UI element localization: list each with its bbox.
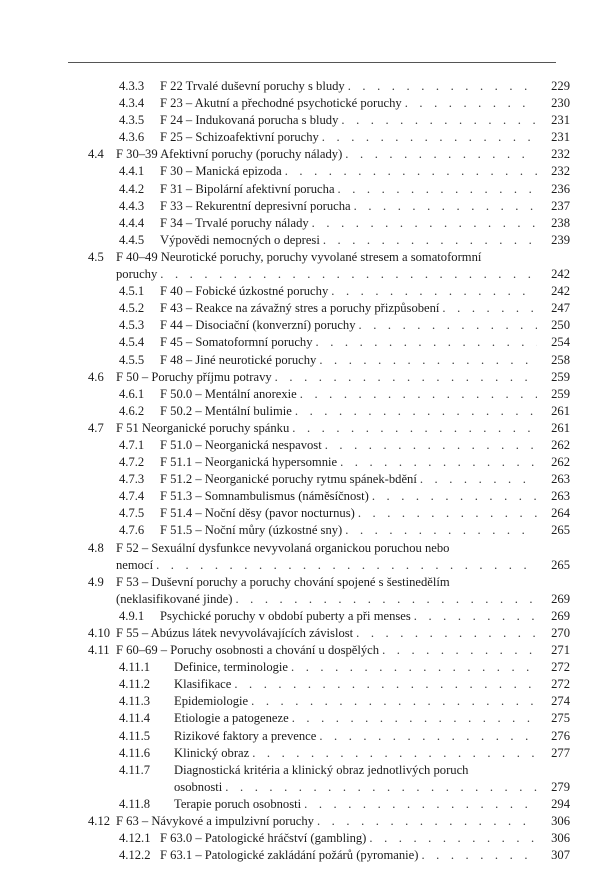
toc-entry-line (160, 488, 570, 505)
toc-entry (0, 830, 600, 847)
dot-leader (292, 710, 537, 727)
toc-entry-title: F 25 – Schizoafektivní poruchy (160, 129, 322, 146)
toc-entry-page: 254 (551, 335, 570, 350)
toc-entry (0, 745, 600, 762)
toc-entry-line (160, 283, 570, 300)
toc-entry (0, 198, 600, 215)
toc-entry-page: 265 (551, 523, 570, 538)
toc-entry-line (160, 317, 570, 334)
dot-leader (316, 334, 537, 351)
toc-entry-title: Výpovědi nemocných o depresi (160, 232, 323, 249)
toc-entry-title: F 51.0 – Neorganická nespavost (160, 437, 325, 454)
toc-entry-title: F 23 – Akutní a přechodné psychotické poruchy (160, 95, 405, 112)
toc-entry-page: 242 (551, 267, 570, 282)
toc-entry-number: 4.12 (88, 814, 111, 829)
toc-entry-line (174, 762, 570, 779)
toc-entry-line (160, 232, 570, 249)
toc-entry (0, 659, 600, 676)
table-of-contents (0, 78, 600, 864)
toc-entry-title: F 51.1 – Neorganická hypersomnie (160, 454, 340, 471)
toc-entry (0, 181, 600, 198)
dot-leader (304, 796, 537, 813)
toc-entry-page: 262 (551, 437, 570, 452)
toc-entry-title: Etiologie a patogeneze (174, 710, 292, 727)
toc-entry-line (160, 163, 570, 180)
toc-entry-page: 250 (551, 318, 570, 333)
toc-entry-title: F 51.5 – Noční můry (úzkostné sny) (160, 522, 345, 539)
toc-entry-number: 4.6.2 (119, 403, 145, 418)
toc-entry-line (116, 249, 570, 266)
toc-entry-page: 263 (551, 472, 570, 487)
toc-entry-title: Psychické poruchy v období puberty a při menses (160, 608, 414, 625)
dot-leader (331, 283, 537, 300)
dot-leader (405, 95, 537, 112)
dot-leader (275, 369, 537, 386)
toc-entry (0, 625, 600, 642)
toc-entry-page: 263 (551, 489, 570, 504)
toc-entry-page: 229 (551, 79, 570, 93)
toc-entry (0, 710, 600, 727)
toc-entry (0, 608, 600, 625)
toc-entry-line (116, 813, 570, 830)
dot-leader (414, 608, 537, 625)
toc-entry (0, 488, 600, 505)
toc-entry-page: 261 (551, 420, 570, 435)
toc-entry-page: 272 (551, 660, 570, 675)
toc-entry-title: F 24 – Indukovaná porucha s bludy (160, 112, 341, 129)
toc-entry-title: (neklasifikované jinde) (116, 591, 235, 608)
toc-entry-title: Definice, terminologie (174, 659, 291, 676)
dot-leader (359, 317, 537, 334)
toc-entry-page: 238 (551, 215, 570, 230)
toc-entry-number: 4.7.4 (119, 489, 145, 504)
toc-entry-page: 231 (551, 130, 570, 145)
toc-entry (0, 78, 600, 95)
dot-leader (323, 232, 537, 249)
toc-entry-title: F 50.0 – Mentální anorexie (160, 386, 300, 403)
toc-entry-title: F 40 – Fobické úzkostné poruchy (160, 283, 331, 300)
toc-entry-page: 279 (551, 779, 570, 794)
toc-entry-line (174, 728, 570, 745)
dot-leader (369, 830, 537, 847)
toc-entry (0, 249, 600, 266)
toc-entry-page: 258 (551, 352, 570, 367)
toc-entry-page: 237 (551, 198, 570, 213)
toc-entry-page: 307 (551, 848, 570, 863)
toc-entry-page: 274 (551, 694, 570, 709)
dot-leader (251, 693, 537, 710)
toc-entry (0, 437, 600, 454)
toc-entry-line (160, 129, 570, 146)
dot-leader (372, 488, 537, 505)
toc-entry-title: F 40–49 Neurotické poruchy, poruchy vyvolané stresem a somatoformní (116, 249, 484, 266)
toc-entry-number: 4.4.4 (119, 215, 145, 230)
toc-entry-title: F 33 – Rekurentní depresivní porucha (160, 198, 354, 215)
toc-entry-page: 259 (551, 369, 570, 384)
dot-leader (345, 522, 537, 539)
toc-entry-page: 294 (551, 796, 570, 811)
toc-entry-title: Rizikové faktory a prevence (174, 728, 319, 745)
toc-entry-page: 247 (551, 301, 570, 316)
toc-entry (0, 522, 600, 539)
toc-entry (0, 369, 600, 386)
toc-entry (0, 540, 600, 557)
toc-entry-number: 4.5.3 (119, 318, 145, 333)
toc-entry-title: F 50 – Poruchy příjmu potravy (116, 369, 275, 386)
toc-entry-title: Klasifikace (174, 676, 234, 693)
toc-entry-title: Terapie poruch osobnosti (174, 796, 304, 813)
toc-entry-line (174, 676, 570, 693)
toc-entry-page: 306 (551, 831, 570, 846)
toc-entry-number: 4.4.1 (119, 164, 145, 179)
toc-entry-line (116, 557, 570, 574)
toc-entry-line (116, 369, 570, 386)
toc-entry-line (116, 642, 570, 659)
dot-leader (252, 745, 537, 762)
toc-entry-number: 4.7.6 (119, 523, 145, 538)
toc-entry-title: Diagnostická kritéria a klinický obraz jednotlivých poruch (174, 762, 471, 779)
toc-entry-title: F 60–69 – Poruchy osobnosti a chování u dospělých (116, 642, 382, 659)
toc-entry (0, 454, 600, 471)
toc-entry-title: F 52 – Sexuální dysfunkce nevyvolaná organickou poruchou nebo (116, 540, 452, 557)
toc-entry (0, 574, 600, 591)
toc-entry-number: 4.11.1 (119, 660, 151, 675)
toc-entry-number: 4.12.1 (119, 831, 151, 846)
toc-entry-line (174, 779, 570, 796)
toc-entry-line (160, 300, 570, 317)
toc-entry-number: 4.3.5 (119, 113, 145, 128)
toc-entry (0, 557, 600, 574)
dot-leader (235, 591, 537, 608)
toc-entry (0, 215, 600, 232)
dot-leader (319, 728, 537, 745)
toc-entry-line (116, 591, 570, 608)
toc-entry-title: F 43 – Reakce na závažný stres a poruchy přizpůsobení (160, 300, 442, 317)
dot-leader (340, 454, 537, 471)
toc-entry (0, 779, 600, 796)
toc-entry-number: 4.10 (88, 626, 111, 640)
toc-entry-number: 4.9 (88, 574, 104, 589)
toc-entry-number: 4.7.2 (119, 455, 145, 470)
toc-entry-title: osobnosti (174, 779, 225, 796)
dot-leader (300, 386, 537, 403)
dot-leader (348, 78, 537, 95)
toc-entry-page: 277 (551, 745, 570, 760)
toc-entry-page: 262 (551, 455, 570, 470)
toc-entry-number: 4.3.4 (119, 96, 145, 111)
toc-entry-title: F 30–39 Afektivní poruchy (poruchy nálady) (116, 146, 345, 163)
toc-entry-number: 4.7.5 (119, 506, 145, 521)
toc-entry-page: 264 (551, 506, 570, 521)
toc-entry (0, 728, 600, 745)
toc-entry (0, 334, 600, 351)
toc-entry-number: 4.11.4 (119, 711, 151, 726)
toc-entry-title: F 63 – Návykové a impulzivní poruchy (116, 813, 317, 830)
toc-entry-number: 4.7 (88, 420, 104, 435)
dot-leader (325, 437, 537, 454)
dot-leader (341, 112, 537, 129)
toc-entry-number: 4.5 (88, 249, 104, 264)
toc-entry-title: F 51 Neorganické poruchy spánku (116, 420, 292, 437)
dot-leader (421, 847, 537, 864)
toc-entry-page: 306 (551, 814, 570, 829)
dot-leader (295, 403, 537, 420)
toc-entry-title: F 50.2 – Mentální bulimie (160, 403, 295, 420)
toc-entry-page: 232 (551, 164, 570, 179)
dot-leader (312, 215, 537, 232)
toc-entry-line (160, 847, 570, 864)
toc-entry-number: 4.11.2 (119, 677, 151, 692)
header-rule (68, 62, 556, 63)
dot-leader (160, 266, 537, 283)
toc-entry-number: 4.12.2 (119, 848, 151, 863)
toc-entry-line (160, 352, 570, 369)
toc-entry-title: F 48 – Jiné neurotické poruchy (160, 352, 319, 369)
dot-leader (345, 146, 537, 163)
toc-entry-title: F 63.1 – Patologické zakládání požárů (pyromanie) (160, 847, 421, 864)
toc-entry-line (160, 471, 570, 488)
toc-entry-number: 4.7.1 (119, 437, 145, 452)
toc-entry-number: 4.4 (88, 147, 104, 162)
toc-entry-title: F 63.0 – Patologické hráčství (gambling) (160, 830, 369, 847)
toc-entry-line (160, 454, 570, 471)
toc-entry-number: 4.3.3 (119, 79, 145, 93)
toc-entry-title: F 34 – Trvalé poruchy nálady (160, 215, 312, 232)
toc-entry (0, 642, 600, 659)
toc-entry (0, 95, 600, 112)
toc-entry (0, 163, 600, 180)
toc-entry-page: 230 (551, 96, 570, 111)
dot-leader (156, 557, 537, 574)
toc-entry-number: 4.8 (88, 540, 104, 555)
toc-entry-title: F 45 – Somatoformní poruchy (160, 334, 316, 351)
toc-entry-line (160, 112, 570, 129)
toc-entry (0, 352, 600, 369)
toc-entry-line (116, 420, 570, 437)
toc-entry (0, 693, 600, 710)
toc-entry-page: 275 (551, 711, 570, 726)
toc-entry (0, 591, 600, 608)
toc-entry (0, 762, 600, 779)
toc-entry-line (116, 540, 570, 557)
toc-entry-line (160, 215, 570, 232)
toc-entry-page: 239 (551, 232, 570, 247)
toc-entry-title: F 51.4 – Noční děsy (pavor nocturnus) (160, 505, 358, 522)
toc-entry (0, 283, 600, 300)
toc-entry-page: 270 (551, 626, 570, 640)
toc-entry (0, 266, 600, 283)
toc-entry-number: 4.3.6 (119, 130, 145, 145)
toc-entry-number: 4.11.5 (119, 728, 151, 743)
toc-entry-page: 242 (551, 284, 570, 299)
toc-entry-line (160, 522, 570, 539)
toc-entry-line (160, 830, 570, 847)
toc-entry-line (160, 181, 570, 198)
toc-entry-line (160, 386, 570, 403)
dot-leader (225, 779, 537, 796)
toc-entry-number: 4.5.2 (119, 301, 145, 316)
dot-leader (322, 129, 537, 146)
toc-entry-page: 231 (551, 113, 570, 128)
toc-entry-number: 4.11.3 (119, 694, 151, 709)
toc-entry-title: F 51.2 – Neorganické poruchy rytmu spánek-bdění (160, 471, 420, 488)
toc-entry-page: 276 (551, 728, 570, 743)
toc-entry (0, 112, 600, 129)
toc-entry-line (116, 625, 570, 642)
toc-entry (0, 300, 600, 317)
dot-leader (338, 181, 537, 198)
toc-entry-line (174, 693, 570, 710)
toc-entry-line (160, 334, 570, 351)
toc-entry-line (174, 710, 570, 727)
toc-entry-line (160, 78, 570, 95)
toc-entry-line (174, 745, 570, 762)
toc-entry (0, 505, 600, 522)
toc-entry-line (160, 403, 570, 420)
toc-entry (0, 232, 600, 249)
toc-entry (0, 676, 600, 693)
toc-entry (0, 386, 600, 403)
toc-entry (0, 471, 600, 488)
dot-leader (356, 625, 537, 642)
toc-entry-number: 4.11.7 (119, 762, 151, 777)
toc-entry-page: 269 (551, 608, 570, 623)
dot-leader (285, 163, 537, 180)
toc-entry-line (160, 198, 570, 215)
toc-entry-title: F 31 – Bipolární afektivní porucha (160, 181, 338, 198)
toc-entry (0, 847, 600, 864)
dot-leader (234, 676, 537, 693)
toc-entry-number: 4.4.3 (119, 198, 145, 213)
toc-entry-number: 4.5.4 (119, 335, 145, 350)
toc-entry-number: 4.4.5 (119, 232, 145, 247)
dot-leader (420, 471, 537, 488)
toc-entry-number: 4.6.1 (119, 386, 145, 401)
toc-entry-page: 236 (551, 181, 570, 196)
toc-entry (0, 146, 600, 163)
toc-entry-number: 4.6 (88, 369, 104, 384)
toc-entry-line (116, 574, 570, 591)
toc-entry-page: 261 (551, 403, 570, 418)
toc-entry-page: 271 (551, 643, 570, 658)
toc-entry-number: 4.11 (88, 643, 110, 658)
toc-entry-line (116, 146, 570, 163)
toc-entry-title: F 22 Trvalé duševní poruchy s bludy (160, 78, 348, 95)
dot-leader (317, 813, 537, 830)
toc-entry-page: 259 (551, 386, 570, 401)
toc-entry-number: 4.5.1 (119, 284, 145, 299)
toc-entry-page: 265 (551, 557, 570, 572)
toc-entry-number: 4.4.2 (119, 181, 145, 196)
toc-entry-line (160, 505, 570, 522)
toc-entry-line (116, 266, 570, 283)
toc-entry-title: F 30 – Manická epizoda (160, 163, 285, 180)
toc-entry-page: 232 (551, 147, 570, 162)
toc-entry-title: F 55 – Abúzus látek nevyvolávajících závislost (116, 625, 356, 642)
toc-entry-title: Klinický obraz (174, 745, 252, 762)
toc-entry-title: F 44 – Disociační (konverzní) poruchy (160, 317, 359, 334)
toc-entry-title: F 51.3 – Somnambulismus (náměsíčnost) (160, 488, 372, 505)
toc-entry-number: 4.7.3 (119, 472, 145, 487)
toc-entry-title: poruchy (116, 266, 160, 283)
dot-leader (354, 198, 537, 215)
toc-entry-line (160, 95, 570, 112)
toc-entry-line (160, 608, 570, 625)
toc-entry (0, 403, 600, 420)
toc-entry (0, 317, 600, 334)
toc-entry-number: 4.11.6 (119, 745, 151, 760)
toc-entry-line (160, 437, 570, 454)
toc-entry-page: 269 (551, 591, 570, 606)
toc-entry-number: 4.11.8 (119, 796, 151, 811)
dot-leader (292, 420, 537, 437)
dot-leader (442, 300, 537, 317)
dot-leader (291, 659, 537, 676)
toc-entry-title: nemocí (116, 557, 156, 574)
toc-entry-title: Epidemiologie (174, 693, 251, 710)
dot-leader (319, 352, 537, 369)
toc-entry-line (174, 659, 570, 676)
toc-entry-number: 4.9.1 (119, 608, 145, 623)
toc-entry-title: F 53 – Duševní poruchy a poruchy chování spojené s šestinedělím (116, 574, 453, 591)
toc-entry (0, 796, 600, 813)
toc-entry-line (174, 796, 570, 813)
dot-leader (382, 642, 537, 659)
toc-entry (0, 420, 600, 437)
toc-entry-page: 272 (551, 677, 570, 692)
toc-entry (0, 129, 600, 146)
dot-leader (358, 505, 537, 522)
toc-entry-number: 4.5.5 (119, 352, 145, 367)
toc-entry (0, 813, 600, 830)
